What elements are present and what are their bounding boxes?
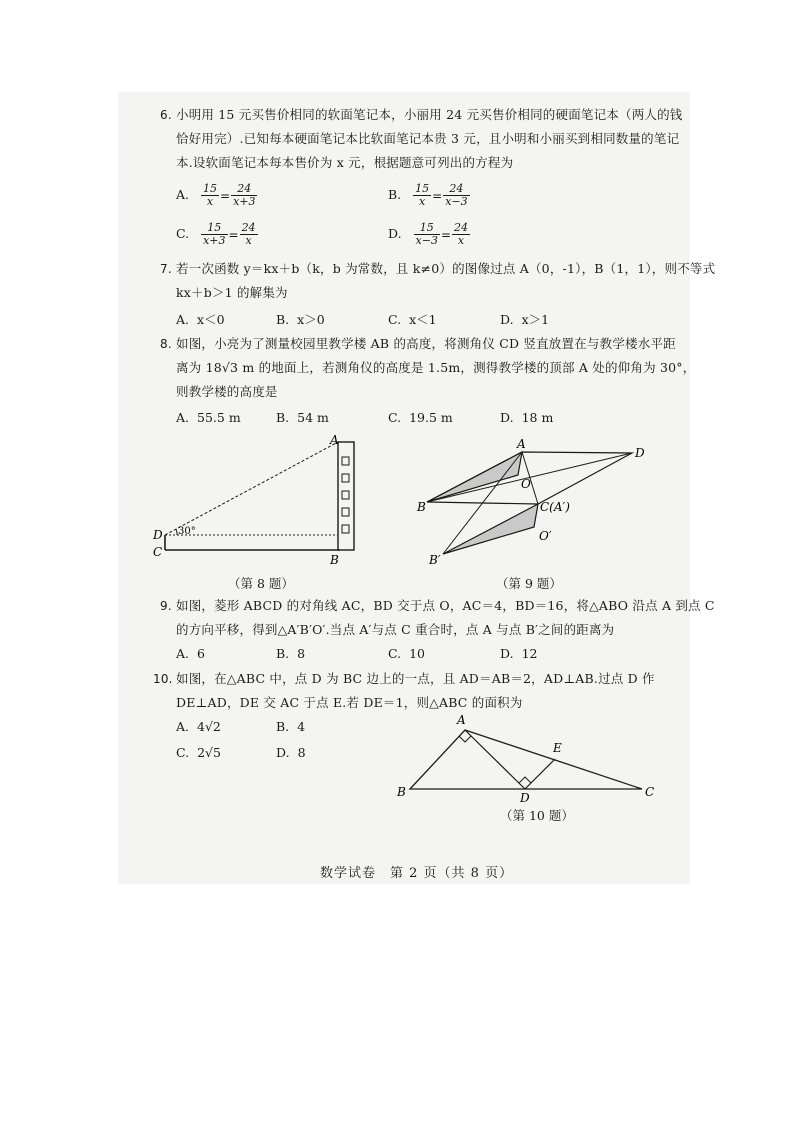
figure-10-diagram xyxy=(395,712,660,804)
denominator: x−3 xyxy=(445,195,468,208)
fraction xyxy=(201,183,219,208)
figure-8-caption: （第 8 题） xyxy=(228,576,294,591)
option-label: A. xyxy=(176,187,190,202)
option-a[interactable] xyxy=(176,410,241,425)
option-label: C. xyxy=(176,745,190,760)
option-b[interactable] xyxy=(276,410,329,425)
window xyxy=(342,457,349,465)
option-a[interactable] xyxy=(176,719,221,734)
option-label: B. xyxy=(276,719,290,734)
question-text-line: kx＋b＞1 的解集为 xyxy=(176,285,288,300)
option-d[interactable] xyxy=(500,410,553,425)
option-text: 6 xyxy=(197,646,205,661)
question-number: 9. xyxy=(160,599,172,613)
option-c[interactable] xyxy=(388,410,453,425)
denominator: x+3 xyxy=(203,234,226,247)
option-text: 12 xyxy=(521,646,538,661)
question-text-line: 若一次函数 y＝kx＋b（k，b 为常数，且 k≠0）的图像过点 A（0，-1），B（1，1），则不等式 xyxy=(176,261,716,276)
numerator: 15 xyxy=(201,222,227,235)
angle-label: 30° xyxy=(178,526,196,537)
triangle-a2b2o2-shaded xyxy=(443,504,538,554)
figure-9-diagram xyxy=(415,432,650,572)
option-text: 10 xyxy=(409,646,425,661)
option-d[interactable] xyxy=(388,222,470,247)
segment-de xyxy=(525,759,555,789)
question-number: 6. xyxy=(160,108,172,122)
label-d: D xyxy=(635,446,645,460)
question-text-line: 的方向平移，得到△A′B′O′.当点 A′与点 C 重合时，点 A 与点 B′之间的距离为 xyxy=(176,622,615,637)
label-c: C xyxy=(645,785,655,799)
option-label: B. xyxy=(276,646,290,661)
option-label: B. xyxy=(276,410,290,425)
label-d: D xyxy=(153,528,163,542)
question-text-line: 如图，菱形 ABCD 的对角线 AC，BD 交于点 O，AC＝4，BD＝16，将△ABO 沿点 A 到点 C xyxy=(176,598,715,613)
building-ab xyxy=(338,442,354,550)
option-text: x＞0 xyxy=(297,312,325,327)
option-a[interactable] xyxy=(176,310,225,328)
option-b[interactable] xyxy=(276,719,305,734)
window xyxy=(342,508,349,516)
option-text: 54 m xyxy=(297,410,329,425)
option-label: A. xyxy=(176,646,190,661)
sight-line xyxy=(165,442,338,535)
option-c[interactable] xyxy=(176,745,221,760)
denominator: x+3 xyxy=(233,195,256,208)
label-e: E xyxy=(553,741,562,755)
label-c: C xyxy=(153,545,163,559)
question-number: 10. xyxy=(153,672,173,686)
option-text: 8 xyxy=(297,745,306,760)
fraction xyxy=(231,183,257,208)
numerator: 15 xyxy=(203,182,217,195)
figure-9-caption: （第 9 题） xyxy=(496,576,562,591)
option-a[interactable] xyxy=(176,183,257,208)
option-c[interactable] xyxy=(388,646,425,661)
figure-10-caption: （第 10 题） xyxy=(500,808,574,823)
option-label: D. xyxy=(500,410,514,425)
label-c-a-prime: C(A′) xyxy=(540,500,570,514)
numerator: 15 xyxy=(414,222,440,235)
option-label: A. xyxy=(176,410,190,425)
option-text: x＞1 xyxy=(521,312,550,327)
fraction xyxy=(452,222,470,247)
option-text: 55.5 m xyxy=(197,410,241,425)
question-text-line: 恰好用完）.已知每本硬面笔记本比软面笔记本贵 3 元，且小明和小丽买到相同数量的笔记 xyxy=(176,131,680,146)
equals-sign: = xyxy=(440,227,452,242)
option-d[interactable] xyxy=(500,310,549,328)
question-text-line: 则教学楼的高度是 xyxy=(176,384,278,399)
right-angle-mark-a xyxy=(459,736,471,742)
figure-8-diagram xyxy=(150,432,370,572)
window xyxy=(342,474,349,482)
page-footer: 数学试卷 第 2 页（共 8 页） xyxy=(320,866,514,881)
option-text: x＜1 xyxy=(409,312,437,327)
numerator: 24 xyxy=(443,183,469,196)
option-label: B. xyxy=(388,187,402,202)
option-text: 2√5 xyxy=(197,745,221,760)
numerator: 15 xyxy=(415,182,430,195)
denominator: x xyxy=(457,234,465,247)
option-c[interactable] xyxy=(176,222,258,247)
option-label: D. xyxy=(500,312,514,327)
option-label: C. xyxy=(176,226,190,241)
label-a: A xyxy=(330,433,339,447)
option-label: C. xyxy=(388,312,402,327)
equals-sign: = xyxy=(228,227,239,242)
option-label: A. xyxy=(176,719,190,734)
option-text: 19.5 m xyxy=(409,410,453,425)
window xyxy=(342,491,349,499)
option-label: B. xyxy=(276,312,290,327)
option-label: A. xyxy=(176,312,190,327)
label-a: A xyxy=(457,713,466,727)
right-angle-mark-d xyxy=(519,777,531,783)
numerator: 24 xyxy=(241,221,256,234)
option-d[interactable] xyxy=(276,745,306,760)
question-text-line: 本.设软面笔记本每本售价为 x 元，根据题意可列出的方程为 xyxy=(176,155,514,170)
option-text: 8 xyxy=(297,646,306,661)
option-label: D. xyxy=(500,646,514,661)
fraction xyxy=(201,222,227,247)
question-text-line: 离为 18√3 m 的地面上，若测角仪的高度是 1.5m，测得教学楼的顶部 A 处的仰角为 30°， xyxy=(176,360,696,375)
option-label: D. xyxy=(276,745,290,760)
label-o: O xyxy=(521,477,531,491)
segment-ad xyxy=(465,730,525,789)
numerator: 24 xyxy=(454,221,469,234)
question-text-line: 小明用 15 元买售价相同的软面笔记本，小丽用 24 元买售价相同的硬面笔记本（两人的钱 xyxy=(176,107,683,122)
label-d: D xyxy=(520,791,530,804)
fraction xyxy=(414,222,440,247)
option-b[interactable] xyxy=(276,310,325,328)
fraction xyxy=(443,183,469,208)
triangle-abc xyxy=(410,730,642,789)
label-o-prime: O′ xyxy=(539,529,552,543)
label-b: B xyxy=(397,785,406,799)
denominator: x xyxy=(419,195,426,208)
equals-sign: = xyxy=(220,188,231,203)
question-text-line: 如图，小亮为了测量校园里教学楼 AB 的高度，将测角仪 CD 竖直放置在与教学楼水平距 xyxy=(176,336,676,351)
option-label: C. xyxy=(388,410,402,425)
option-b[interactable] xyxy=(276,646,305,661)
question-number: 7. xyxy=(160,262,172,276)
numerator: 24 xyxy=(231,183,257,196)
label-b: B xyxy=(330,553,339,567)
angle-arc xyxy=(176,529,177,535)
label-b: B xyxy=(417,500,426,514)
question-text-line: 如图，在△ABC 中，点 D 为 BC 边上的一点，且 AD＝AB＝2，AD⊥AB.过点 D 作 xyxy=(176,671,655,686)
equals-sign: = xyxy=(432,188,443,203)
fraction xyxy=(413,183,431,208)
fraction xyxy=(240,222,258,247)
denominator: x xyxy=(206,195,214,208)
option-label: C. xyxy=(388,646,402,661)
denominator: x−3 xyxy=(415,234,438,247)
option-a[interactable] xyxy=(176,646,205,661)
question-number: 8. xyxy=(160,337,172,351)
label-a: A xyxy=(517,437,526,451)
denominator: x xyxy=(245,234,252,247)
option-label: D. xyxy=(388,226,402,241)
question-text-line: DE⊥AD，DE 交 AC 于点 E.若 DE＝1，则△ABC 的面积为 xyxy=(176,695,523,710)
option-c[interactable] xyxy=(388,310,437,328)
option-text: 18 m xyxy=(521,410,554,425)
option-text: 4 xyxy=(297,719,306,734)
option-text: 4√2 xyxy=(197,719,221,734)
label-b-prime: B′ xyxy=(429,553,441,567)
option-b[interactable] xyxy=(388,183,470,208)
option-text: x＜0 xyxy=(197,312,225,327)
window xyxy=(342,525,349,533)
option-d[interactable] xyxy=(500,646,537,661)
